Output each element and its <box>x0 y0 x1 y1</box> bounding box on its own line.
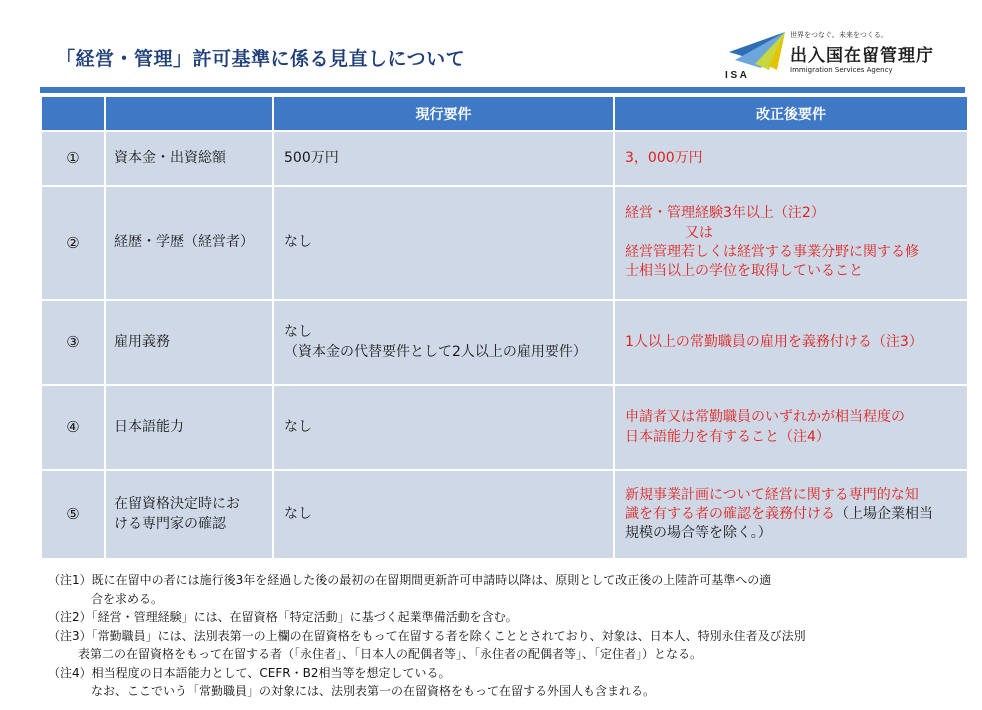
table-row <box>42 471 967 558</box>
table-row <box>42 132 967 185</box>
row-revised: 1人以上の常勤職員の雇用を義務付ける（注3） <box>615 301 967 384</box>
row-item: 資本金・出資総額 <box>106 132 272 185</box>
row-item: 経歴・学歴（経営者） <box>106 187 272 299</box>
header-num <box>42 97 104 130</box>
logo-name-jp: 出入国在留管理庁 <box>790 46 934 66</box>
note-1-cont: 合を求める。 <box>91 591 164 606</box>
row-number: ③ <box>42 301 104 384</box>
logo-tagline: 世界をつなぐ。未来をつくる。 <box>790 31 888 39</box>
table-row <box>42 187 967 299</box>
requirements-table <box>40 95 969 560</box>
row-number: ② <box>42 187 104 299</box>
row-current: 500万円 <box>274 132 613 185</box>
note-1: （注1）既に在留中の者には施行後3年を経過した後の最初の在留期間更新許可申請時以降は、原則として改正後の上陸許可基準への適 <box>48 573 772 587</box>
row-current: なし （資本金の代替要件として2人以上の雇用要件） <box>274 301 613 384</box>
note-4: （注4）相当程度の日本語能力として、CEFR・B2相当等を想定している。 <box>48 665 451 680</box>
row-revised: 新規事業計画について経営に関する専門的な知 識を有する者の確認を義務付ける（上場企業相当 規模の場合等を除く。） <box>615 471 967 558</box>
page-title: 「経営・管理」許可基準に係る見直しについて <box>56 48 466 70</box>
isa-emblem-icon <box>725 30 789 80</box>
header-revised: 改正後要件 <box>615 97 967 130</box>
row-item: 在留資格決定時にお ける専門家の確認 <box>106 471 272 558</box>
agency-logo <box>725 30 965 82</box>
row-item: 日本語能力 <box>106 386 272 469</box>
note-2: （注2）「経営・管理経験」には、在留資格「特定活動」に基づく起業準備活動を含む。 <box>48 610 518 624</box>
row-revised: 3，000万円 <box>615 132 967 185</box>
row-revised: 申請者又は常勤職員のいずれかが相当程度の 日本語能力を有すること（注4） <box>615 386 967 469</box>
table-row <box>42 386 967 469</box>
row-current: なし <box>274 471 613 558</box>
row-number: ① <box>42 132 104 185</box>
header-current: 現行要件 <box>274 97 613 130</box>
footnotes <box>48 571 958 701</box>
header-accent-bar <box>40 87 965 93</box>
header-item <box>106 97 272 130</box>
note-4-cont: なお、ここでいう「常勤職員」の対象には、法別表第一の在留資格をもって在留する外国人も含まれる。 <box>91 684 656 698</box>
row-number: ④ <box>42 386 104 469</box>
table-header-row <box>42 97 967 130</box>
row-current: なし <box>274 386 613 469</box>
row-number: ⑤ <box>42 471 104 558</box>
logo-name-en: Immigration Services Agency <box>790 66 893 74</box>
logo-abbr: I S A <box>725 70 747 80</box>
row-revised: 経営・管理経験3年以上（注2） 又は 経営管理若しくは経営する事業分野に関する修 士相当以上の学位を取得していること <box>615 187 967 299</box>
note-3-cont: 表第二の在留資格をもって在留する者（「永住者」、「日本人の配偶者等」、「永住者の配偶者等」、「定住者」）となる。 <box>78 647 703 661</box>
note-3: （注3）「常勤職員」には、法別表第一の上欄の在留資格をもって在留する者を除くこととされており、対象は、日本人、特別永住者及び法別 <box>48 628 806 643</box>
table-row <box>42 301 967 384</box>
row-item: 雇用義務 <box>106 301 272 384</box>
row-current: なし <box>274 187 613 299</box>
